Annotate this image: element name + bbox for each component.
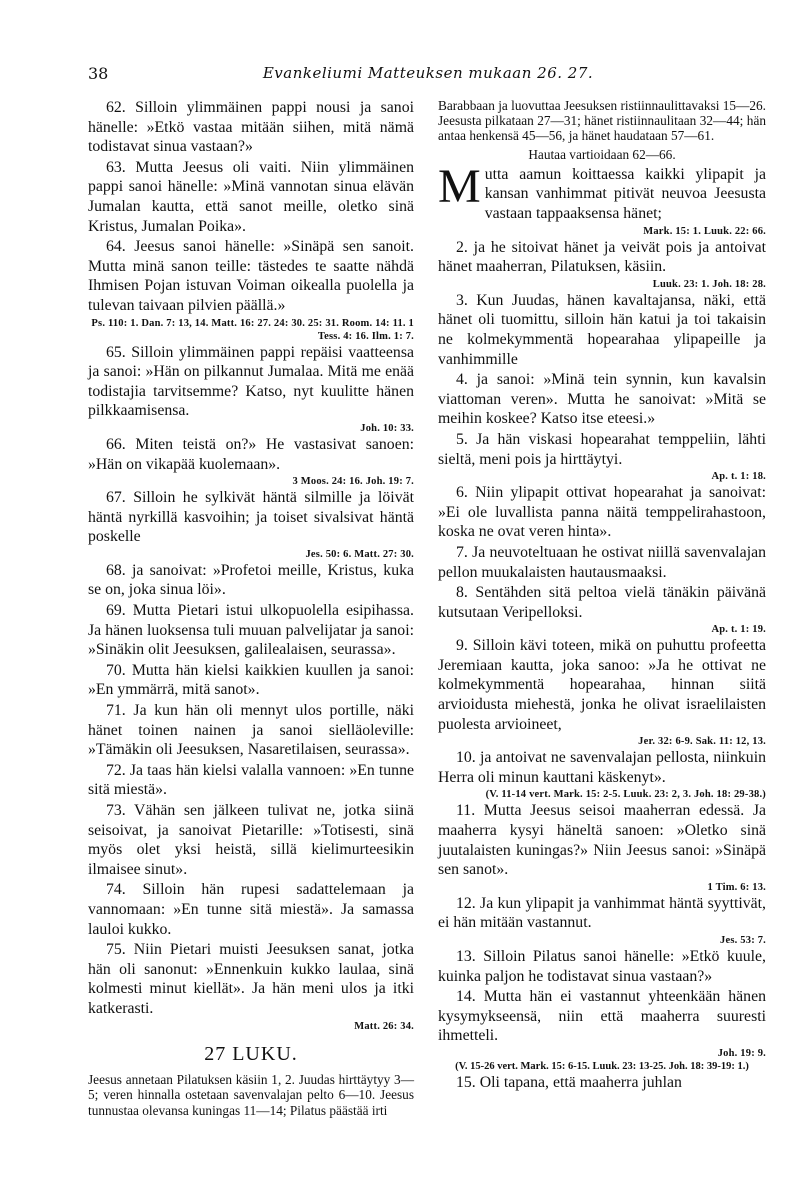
verse-paragraph: 72. Ja taas hän kielsi valalla vannoen: »En tunne sitä miestä». xyxy=(88,761,414,799)
left-column xyxy=(88,98,414,1121)
verse-paragraph: 6. Niin ylipapit ottivat hopearahat ja sanoivat: »Ei ole luvallista panna näitä temppelirahastoon, koska ne ovat veren hinta». xyxy=(438,484,766,541)
scripture-reference: Jes. 50: 6. Matt. 27: 30. xyxy=(305,548,414,560)
scripture-reference: Jer. 32: 6-9. Sak. 11: 12, 13. xyxy=(638,736,766,748)
scripture-reference: Ps. 110: 1. Dan. 7: 13, 14. Matt. 16: 27. 24: 30. 25: 31. Room. 14: 11. 1 Tess. 4: 16. Ilm. 1: 7. xyxy=(91,317,414,342)
verse-paragraph: 63. Mutta Jeesus oli vaiti. Niin ylimmäinen pappi sanoi hänelle: »Minä vannotan sinua elävän Jumalan kautta, että sanot meille, oletko sinä Kristus, Jumalan Poika». xyxy=(88,158,414,235)
verse-paragraph: 15. Oli tapana, että maaherra juhlan xyxy=(456,1073,682,1091)
scripture-reference: Ap. t. 1: 19. xyxy=(711,624,766,636)
verse-paragraph: 66. Miten teistä on?» He vastasivat sanoen: »Hän on vikapää kuolemaan». xyxy=(88,435,414,473)
verse-paragraph: 7. Ja neuvoteltuaan he ostivat niillä savenvalajan pellon muukalaisten hautausmaaksi. xyxy=(438,543,766,581)
verse-paragraph: 2. ja he sitoivat hänet ja veivät pois ja antoivat hänet maaherran, Pilatuksen, käsiin. xyxy=(438,238,766,276)
verse-paragraph: 4. ja sanoi: »Minä tein synnin, kun kavalsin viattoman veren». Mutta he sanoivat: »Mitä se meihin koskee? Katso itse eteesi.» xyxy=(438,371,766,428)
verse-paragraph: 62. Silloin ylimmäinen pappi nousi ja sanoi hänelle: »Etkö vastaa mitään siihen, mitä nämä todistavat sinua vastaan?» xyxy=(88,99,414,156)
page-header xyxy=(88,64,768,86)
chapter-summary: Jeesus annetaan Pilatuksen käsiin 1, 2. Juudas hirttäytyy 3—5; veren hinnalla ostetaan savenvalajan pelto 6—10. Jeesus tunnustaa olevansa kuningas 11—14; Pilatus päästää irti xyxy=(88,1072,414,1118)
verse-paragraph: 64. Jeesus sanoi hänelle: »Sinäpä sen sanoit. Mutta minä sanon teille: tästedes te saatte nähdä Ihmisen Pojan istuvan Voiman oikealla puolella ja tulevan taivaan pilvien päällä.» xyxy=(88,238,414,314)
scripture-reference: 1 Tim. 6: 13. xyxy=(707,881,766,893)
scripture-reference: Ap. t. 1: 18. xyxy=(711,471,766,483)
scripture-reference: Luuk. 23: 1. Joh. 18: 28. xyxy=(652,278,766,290)
verse-paragraph: 13. Silloin Pilatus sanoi hänelle: »Etkö kuule, kuinka paljon he todistavat sinua vastaan?» xyxy=(438,948,766,985)
scripture-reference: Jes. 53: 7. xyxy=(720,935,766,946)
scripture-reference: (V. 11-14 vert. Mark. 15: 2-5. Luuk. 23: 2, 3. Joh. 18: 29-38.) xyxy=(485,789,766,801)
opening-verse xyxy=(438,159,766,224)
verse-paragraph: 74. Silloin hän rupesi sadattelemaan ja vannomaan: »En tunne sitä miestä». Ja samassa lauloi kukko. xyxy=(88,881,414,938)
verse-paragraph: 8. Sentähden sitä peltoa vielä tänäkin päivänä kutsutaan Veripelloksi. xyxy=(438,584,766,621)
verse-paragraph: 71. Ja kun hän oli mennyt ulos portille, näki hänet toinen nainen ja sanoi sielläoleville: »Tämäkin oli Jeesuksen, Nasaretilaisen, seurassa». xyxy=(88,702,414,759)
opening-verse-text: utta aamun koittaessa kaikki ylipapit ja kansan vanhimmat pitivät neuvoa Jeesusta vastaan tappaaksensa hänet; xyxy=(484,165,766,222)
verse-paragraph: 70. Mutta hän kielsi kaikkien kuullen ja sanoi: »En ymmärrä, mitä sanot». xyxy=(88,661,414,699)
verse-paragraph: 3. Kun Juudas, hänen kavaltajansa, näki, että hänet oli tuomittu, silloin hän katui ja toi takaisin ne kolmekymmentä hopearahaa ylipapeille ja vanhimmille xyxy=(438,291,766,368)
chapter-summary-end: Hautaa vartioidaan 62—66. xyxy=(528,146,676,162)
verse-paragraph: 11. Mutta Jeesus seisoi maaherran edessä. Ja maaherra kysyi häneltä sanoen: »Oletko sinä juutalaisten kuningas?» Niin Jeesus sanoi: »Sinäpä sen sanot». xyxy=(438,802,766,879)
verse-paragraph: 10. ja antoivat ne savenvalajan pellosta, niinkuin Herra oli minun kauttani käskenyt». xyxy=(438,749,766,786)
chapter-heading: 27 LUKU. xyxy=(204,1042,298,1065)
verse-paragraph: 9. Silloin kävi toteen, mikä on puhuttu profeetta Jeremiaan kautta, joka sanoo: »Ja he ottivat ne kolmekymmentä hopearahaa, hinnan siitä arvioidusta miehestä, jonka he olivat israelilaisten puolesta arvioineet, xyxy=(438,637,766,733)
parallel-reference: (V. 15-26 vert. Mark. 15: 6-15. Luuk. 23: 13-25. Joh. 18: 39-19: 1.) xyxy=(455,1060,749,1072)
running-title: Evankeliumi Matteuksen mukaan 26. 27. xyxy=(262,64,594,82)
drop-cap: M xyxy=(438,159,481,213)
scripture-reference: Joh. 19: 9. xyxy=(717,1047,766,1059)
verse-paragraph: 69. Mutta Pietari istui ulkopuolella esipihassa. Ja hänen luoksensa tuli muuan palvelijatar ja sanoi: »Sinäkin olit Jeesuksen, galilealaisen, seurassa». xyxy=(88,602,414,659)
scripture-reference: Matt. 26: 34. xyxy=(354,1020,414,1032)
right-column xyxy=(438,98,766,1094)
verse-paragraph: 73. Vähän sen jälkeen tulivat ne, jotka siinä seisoivat, ja sanoivat Pietarille: »Totisesti, sinä myös olet yksi heistä, sillä kielimurteesikin ilmaisee sinut». xyxy=(88,802,414,878)
verse-paragraph: 68. ja sanoivat: »Profetoi meille, Kristus, kuka se on, joka sinua löi». xyxy=(88,561,414,599)
verse-paragraph: 75. Niin Pietari muisti Jeesuksen sanat, jotka hän oli sanonut: »Ennenkuin kukko laulaa, sinä kolmesti minut kiellät». Ja hän meni ulos ja itki katkerasti. xyxy=(88,941,414,1017)
page-number: 38 xyxy=(88,64,109,83)
verse-paragraph: 12. Ja kun ylipapit ja vanhimmat häntä syyttivät, ei hän mitään vastannut. xyxy=(438,894,766,932)
chapter-summary: Barabbaan ja luovuttaa Jeesuksen ristiinnaulittavaksi 15—26. Jeesusta pilkataan 27—31; hänet ristiinnaulitaan 32—44; hän antaa henkensä 45—56, ja hänet haudataan 57—61. xyxy=(438,98,766,144)
scripture-reference: Joh. 10: 33. xyxy=(360,422,414,434)
scripture-reference: 3 Moos. 24: 16. Joh. 19: 7. xyxy=(292,476,414,488)
verse-paragraph: 14. Mutta hän ei vastannut yhteenkään hänen kysymykseensä, niin että maaherra suuresti ihmetteli. xyxy=(438,988,766,1045)
verse-paragraph: 5. Ja hän viskasi hopearahat temppeliin, lähti sieltä, meni pois ja hirttäytyi. xyxy=(438,430,766,468)
verse-paragraph: 67. Silloin he sylkivät häntä silmille ja löivät häntä nyrkillä kasvoihin; ja toiset sivalsivat häntä poskelle xyxy=(88,489,414,546)
scripture-reference: Mark. 15: 1. Luuk. 22: 66. xyxy=(643,225,766,237)
verse-paragraph: 65. Silloin ylimmäinen pappi repäisi vaatteensa ja sanoi: »Hän on pilkannut Jumalaa. Mitä me enää todistajia tarvitsemme? Katso, nyt kuulitte hänen pilkkaamisensa. xyxy=(88,343,414,420)
